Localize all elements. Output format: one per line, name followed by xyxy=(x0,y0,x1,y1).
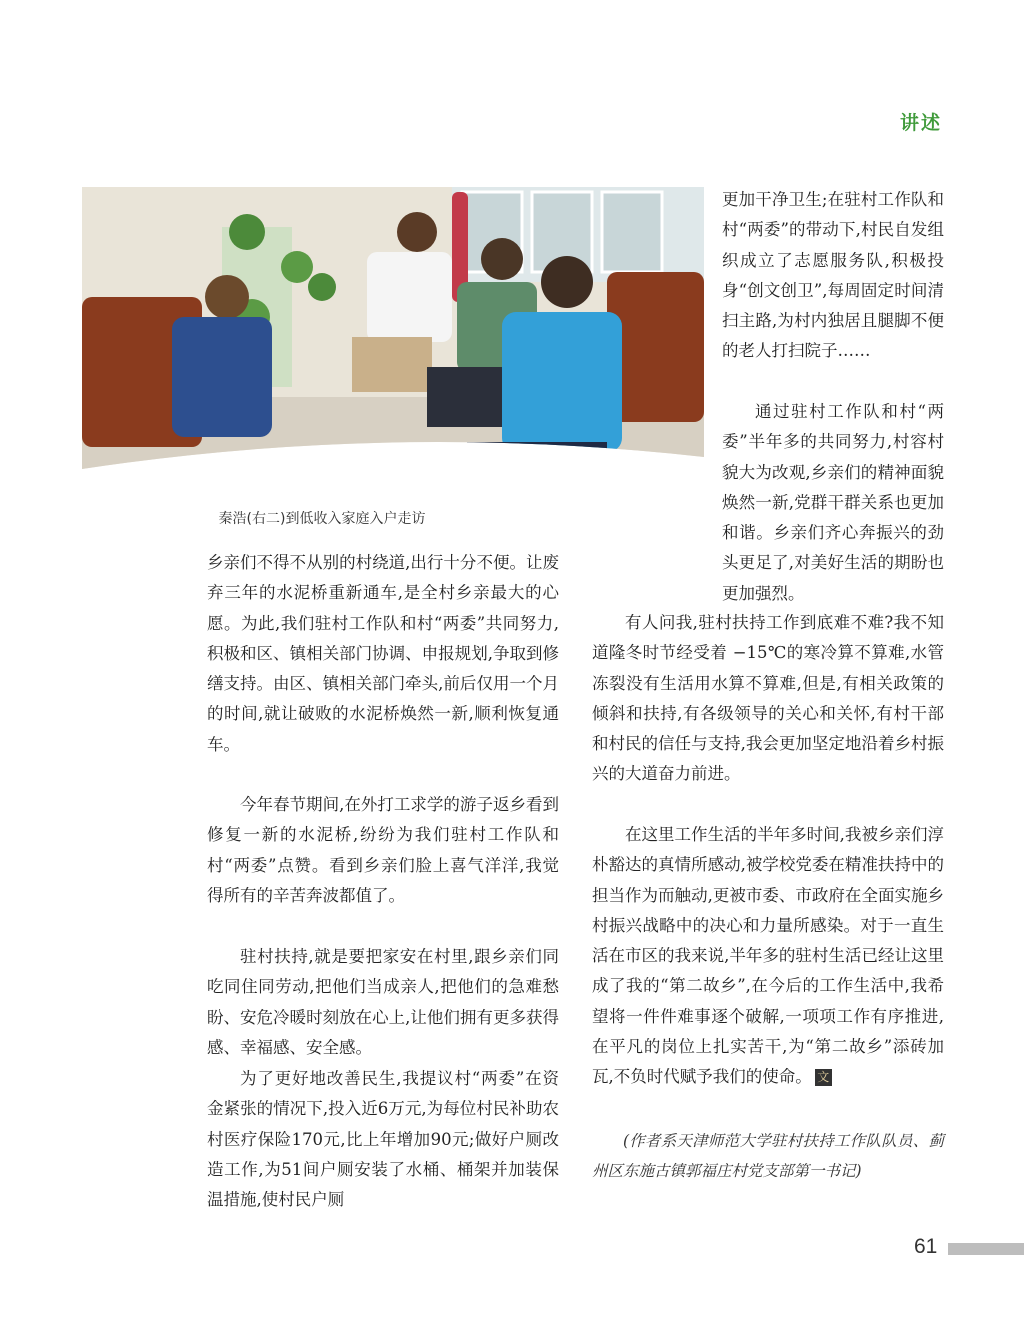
photo-caption: 秦浩(右二)到低收入家庭入户走访 xyxy=(218,511,426,527)
end-mark-icon: 文 xyxy=(815,1069,832,1086)
page-number-bar xyxy=(948,1243,1024,1255)
author-note: (作者系天津师范大学驻村扶持工作队队员、蓟州区东施古镇郭福庄村党支部第一书记) xyxy=(592,1132,944,1181)
paragraph-top-achievements: 通过驻村工作队和村“两委”半年多的共同努力,村容村貌大为改观,乡亲们的精神面貌焕然一新,党群干群关系也更加和谐。乡亲们齐心奔振兴的劲头更足了,对美好生活的期盼也更加强烈。 xyxy=(722,402,944,603)
paragraph-bridge: 乡亲们不得不从别的村绕道,出行十分不便。让废弃三年的水泥桥重新通车,是全村乡亲最大的心愿。为此,我们驻村工作队和村“两委”共同努力,积极和区、镇相关部门协调、申报规划,争取到修缮支持。由区、镇相关部门牵头,前后仅用一个月的时间,就让破败的水泥桥焕然一新,顺利恢复通车。 xyxy=(207,553,559,754)
paragraph-reflection xyxy=(592,820,944,1093)
paragraph-village-support: 驻村扶持,就是要把家安在村里,跟乡亲们同吃同住同劳动,把他们当成亲人,把他们的急难愁盼、安危冷暖时刻放在心上,让他们拥有更多获得感、幸福感、安全感。 xyxy=(207,947,559,1057)
paragraph-top-continued: 更加干净卫生;在驻村工作队和村“两委”的带动下,村民自发组织成立了志愿服务队,积极投身“创文创卫”,每周固定时间清扫主路,为村内独居且腿脚不便的老人打扫院子…… xyxy=(722,190,944,361)
paragraph-spring-festival: 今年春节期间,在外打工求学的游子返乡看到修复一新的水泥桥,纷纷为我们驻村工作队和村“两委”点赞。看到乡亲们脸上喜气洋洋,我觉得所有的辛苦奔波都值了。 xyxy=(207,795,559,905)
page-number: 61 xyxy=(914,1235,938,1258)
paragraph-difficulty: 有人问我,驻村扶持工作到底难不难?我不知道隆冬时节经受着 −15℃的寒冷算不算难,水管冻裂没有生活用水算不算难,但是,有相关政策的倾斜和扶持,有各级领导的关心和关怀,有村干部和村民的信任与支持,我会更加坚定地沿着乡村振兴的大道奋力前进。 xyxy=(592,613,944,784)
article-photo xyxy=(82,187,704,499)
reflection-text: 在这里工作生活的半年多时间,我被乡亲们淳朴豁达的真情所感动,被学校党委在精准扶持中的担当作为而触动,更被市委、市政府在全面实施乡村振兴战略中的决心和力量所感染。对于一直生活在市区的我来说,半年多的驻村生活已经让这里成了我的“第二故乡”,在今后的工作生活中,我希望将一件件难事逐个破解,一项项工作有序推进,在平凡的岗位上扎实苦干,为“第二故乡”添砖加瓦,不负时代赋予我们的使命。 xyxy=(592,825,944,1087)
paragraph-livelihood: 为了更好地改善民生,我提议村“两委”在资金紧张的情况下,投入近6万元,为每位村民补助农村医疗保险170元,比上年增加90元;做好户厕改造工作,为51间户厕安装了水桶、桶架并加装保温措施,使村民户厕 xyxy=(207,1069,559,1210)
section-label: 讲述 xyxy=(899,112,942,134)
